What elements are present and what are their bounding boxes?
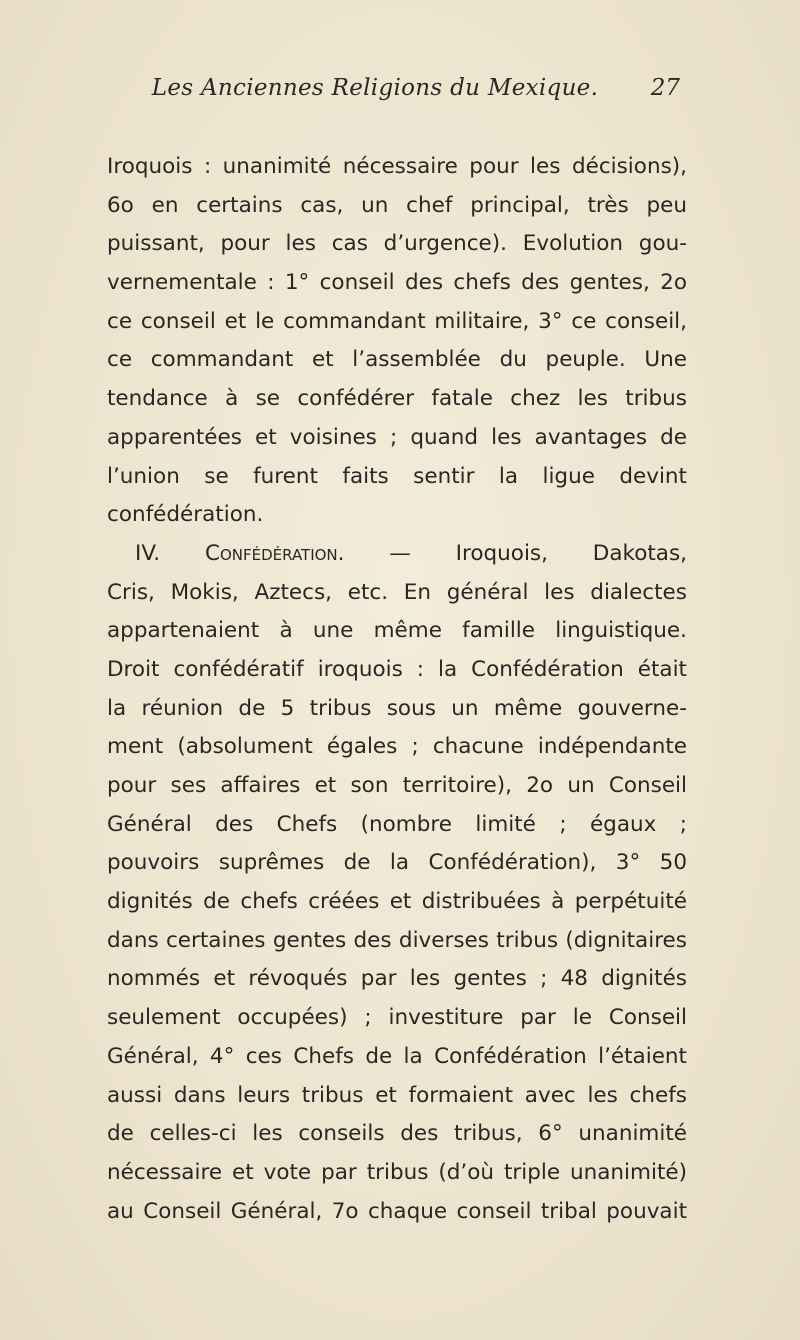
text-line: Cris, Mokis, Aztecs, etc. En général les dialectes <box>107 579 687 605</box>
text-line: puissant, pour les cas d’urgence). Evolution gou- <box>107 231 687 257</box>
text-line: ce commandant et l’assemblée du peuple. Une <box>107 347 687 373</box>
text-line: Iroquois : unanimité nécessaire pour les décisions), <box>107 154 687 179</box>
text-line: pouvoirs suprêmes de la Confédération), 3° 50 <box>107 850 687 876</box>
text-line: dignités de chefs créées et distribuées à perpétuité <box>107 889 687 915</box>
text-line: Général des Chefs (nombre limité ; égaux ; <box>107 811 687 837</box>
text-line: appartenaient à une même famille linguistique. <box>107 618 687 644</box>
running-head-title: Les Anciennes Religions du Mexique. <box>151 75 599 101</box>
text-line: dans certaines gentes des diverses tribus (dignitaires <box>107 927 687 953</box>
section-heading-line: IV. Confédération. — Iroquois, Dakotas, <box>135 540 687 566</box>
text-line: 6o en certains cas, un chef principal, très peu <box>107 192 687 218</box>
text-line: la réunion de 5 tribus sous un même gouverne- <box>107 695 687 721</box>
text-line: l’union se furent faits sentir la ligue devint <box>107 463 687 489</box>
text-line: aussi dans leurs tribus et formaient avec les chefs <box>107 1082 687 1108</box>
text-line: nommés et révoqués par les gentes ; 48 dignités <box>107 966 687 992</box>
text-line: Droit confédératif iroquois : la Confédération était <box>107 656 687 682</box>
text-line: Général, 4° ces Chefs de la Confédération l’étaient <box>107 1043 687 1069</box>
text-line: au Conseil Général, 7o chaque conseil tribal pouvait <box>107 1198 687 1224</box>
text-line: de celles-ci les conseils des tribus, 6° unanimité <box>107 1121 687 1147</box>
text-line: vernementale : 1° conseil des chefs des gentes, 2o <box>107 270 687 296</box>
page-number: 27 <box>650 75 680 101</box>
text-line: seulement occupées) ; investiture par le Conseil <box>107 1005 687 1031</box>
text-line: ment (absolument égales ; chacune indépendante <box>107 734 687 760</box>
text-line: ce conseil et le commandant militaire, 3° ce conseil, <box>107 308 687 334</box>
running-head <box>0 75 800 115</box>
text-line: apparentées et voisines ; quand les avantages de <box>107 424 687 450</box>
body-text <box>107 148 687 1231</box>
text-line: tendance à se confédérer fatale chez les tribus <box>107 386 687 412</box>
text-line: pour ses affaires et son territoire), 2o un Conseil <box>107 773 687 798</box>
text-line: nécessaire et vote par tribus (d’où triple unanimité) <box>107 1159 687 1185</box>
text-line: confédération. <box>107 502 264 528</box>
